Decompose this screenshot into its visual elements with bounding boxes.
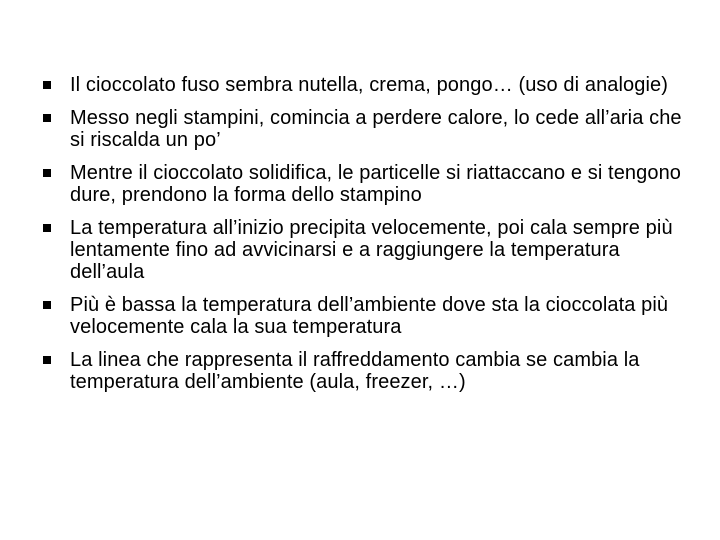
bullet-item xyxy=(40,294,690,338)
square-bullet-icon xyxy=(43,114,51,122)
square-bullet-icon xyxy=(43,81,51,89)
bullet-item xyxy=(40,107,690,151)
bullet-item xyxy=(40,217,690,283)
bullet-text: La temperatura all’inizio precipita velocemente, poi cala sempre più lentamente fino ad avvicinarsi e a raggiungere la temperatura dell’aula xyxy=(70,217,673,283)
bullet-text: Mentre il cioccolato solidifica, le particelle si riattaccano e si tengono dure, prendono la forma dello stampino xyxy=(70,162,682,206)
bullet-item xyxy=(40,349,690,393)
square-bullet-icon xyxy=(43,301,51,309)
square-bullet-icon xyxy=(43,356,51,364)
square-bullet-icon xyxy=(43,169,51,177)
bullet-item xyxy=(40,74,690,96)
bullet-item xyxy=(40,162,690,206)
bullet-text: La linea che rappresenta il raffreddamento cambia se cambia la temperatura dell’ambiente (aula, freezer, …) xyxy=(70,349,640,393)
bullet-text: Il cioccolato fuso sembra nutella, crema, pongo… (uso di analogie) xyxy=(70,74,669,96)
bullet-list xyxy=(40,74,690,404)
bullet-text: Più è bassa la temperatura dell’ambiente dove sta la cioccolata più velocemente cala la sua temperatura xyxy=(70,294,669,338)
square-bullet-icon xyxy=(43,224,51,232)
bullet-text: Messo negli stampini, comincia a perdere calore, lo cede all’aria che si riscalda un po’ xyxy=(70,107,682,151)
